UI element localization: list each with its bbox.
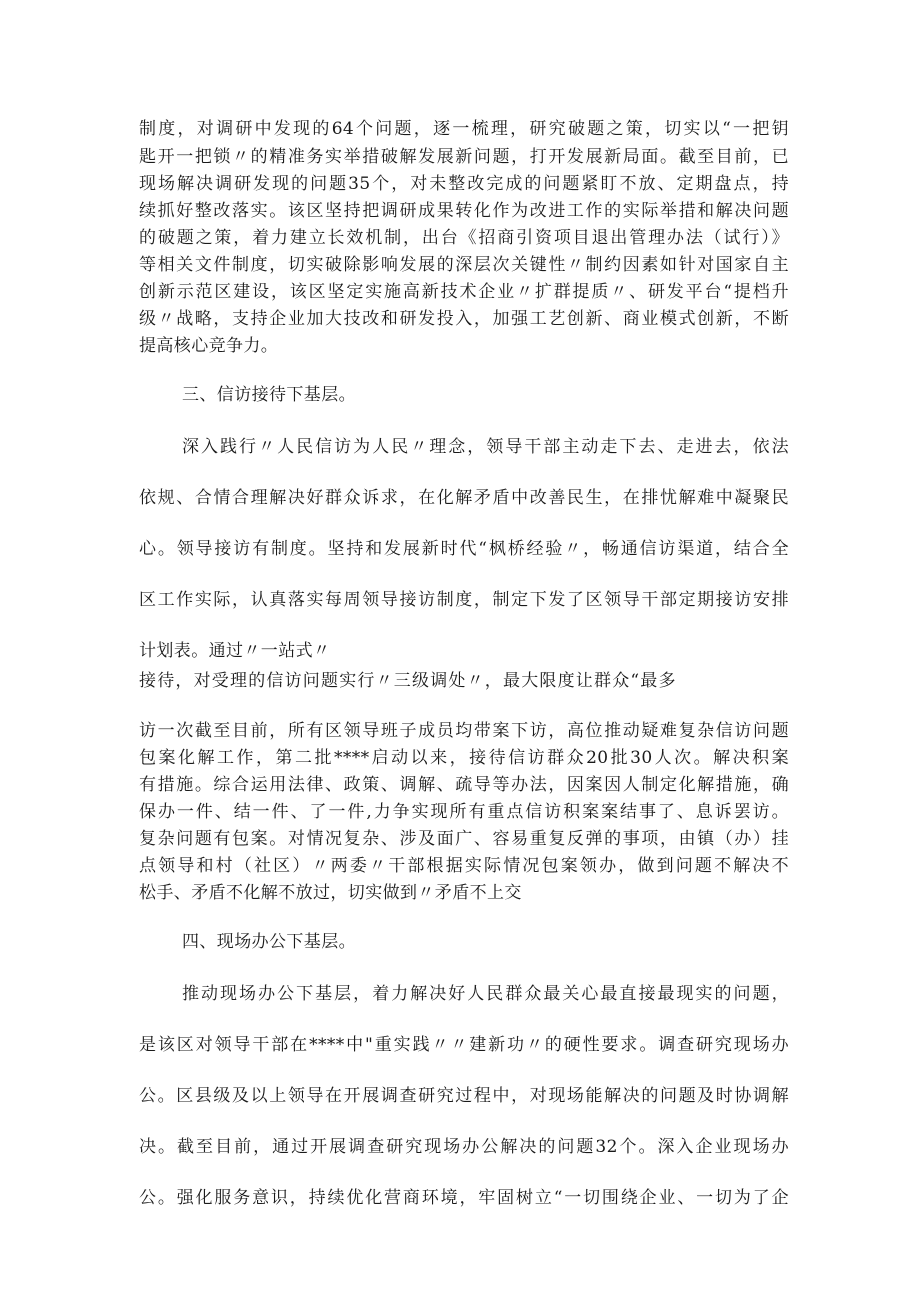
text-line: 访一次截至目前，所有区领导班子成员均带案下访，高位推动疑难复杂信访问题 [139, 721, 789, 741]
text-line: 公。区县级及以上领导在开展调查研究过程中，对现场能解决的问题及时协调解 [139, 1086, 789, 1106]
text-line: 等相关文件制度，切实破除影响发展的深层次关键性〃制约因素如针对国家自主 [139, 255, 789, 275]
text-line: 心。领导接访有制度。坚持和发展新时代“枫桥经验〃，畅通信访渠道，结合全 [139, 539, 789, 559]
text-line: 级〃战略，支持企业加大技改和研发投入，加强工艺创新、商业模式创新，不断 [139, 309, 789, 329]
text-line: 创新示范区建设，该区坚定实施高新技术企业〃扩群提质〃、研发平台“提档升 [139, 282, 789, 302]
text-line: 是该区对领导干部在****中"重实践〃〃建新功〃的硬性要求。调查研究现场办 [139, 1035, 789, 1055]
text-line: 续抓好整改落实。该区坚持把调研成果转化作为改进工作的实际举措和解决问题 [139, 201, 789, 221]
text-line: 计划表。通过〃一站式〃 [139, 641, 331, 661]
section-heading-4: 四、现场办公下基层。 [182, 932, 356, 952]
text-line: 依规、合情合理解决好群众诉求，在化解矛盾中改善民生，在排忧解难中凝聚民 [139, 488, 789, 508]
text-line: 复杂问题有包案。对情况复杂、涉及面广、容易重复反弹的事项，由镇（办）挂 [139, 829, 789, 849]
text-line: 推动现场办公下基层，着力解决好人民群众最关心最直接最现实的问题， [182, 984, 789, 1004]
text-line: 接待，对受理的信访问题实行〃三级调处〃，最大限度让群众“最多 [139, 671, 677, 691]
text-line: 区工作实际，认真落实每周领导接访制度，制定下发了区领导干部定期接访安排 [139, 590, 789, 610]
text-line: 松手、矛盾不化解不放过，切实做到〃矛盾不上交 [139, 883, 522, 903]
text-line: 公。强化服务意识，持续优化营商环境，牢固树立“一切围绕企业、一切为了企 [139, 1188, 789, 1208]
section-heading-3: 三、信访接待下基层。 [182, 385, 356, 405]
text-line: 提高核心竞争力。 [139, 336, 279, 356]
text-line: 包案化解工作，第二批****启动以来，接待信访群众20批30人次。解决积案 [139, 748, 789, 768]
text-line: 深入践行〃人民信访为人民〃理念，领导干部主动走下去、走进去，依法 [182, 437, 789, 457]
text-line: 决。截至目前，通过开展调查研究现场办公解决的问题32个。深入企业现场办 [139, 1137, 789, 1157]
text-line: 制度，对调研中发现的64个问题，逐一梳理，研究破题之策，切实以“一把钥 [139, 119, 789, 139]
text-line: 有措施。综合运用法律、政策、调解、疏导等办法，因案因人制定化解措施，确 [139, 775, 789, 795]
text-line: 点领导和村（社区）〃两委〃干部根据实际情况包案领办，做到问题不解决不 [139, 856, 789, 876]
text-line: 现场解决调研发现的问题35个，对未整改完成的问题紧盯不放、定期盘点，持 [139, 174, 789, 194]
text-line: 的破题之策，着力建立长效机制，出台《招商引资项目退出管理办法（试行）》 [139, 228, 789, 248]
text-line: 保办一件、结一件、了一件,力争实现所有重点信访积案案结事了、息诉罢访。 [139, 802, 789, 822]
text-line: 匙开一把锁〃的精准务实举措破解发展新问题，打开发展新局面。截至目前，已 [139, 147, 789, 167]
